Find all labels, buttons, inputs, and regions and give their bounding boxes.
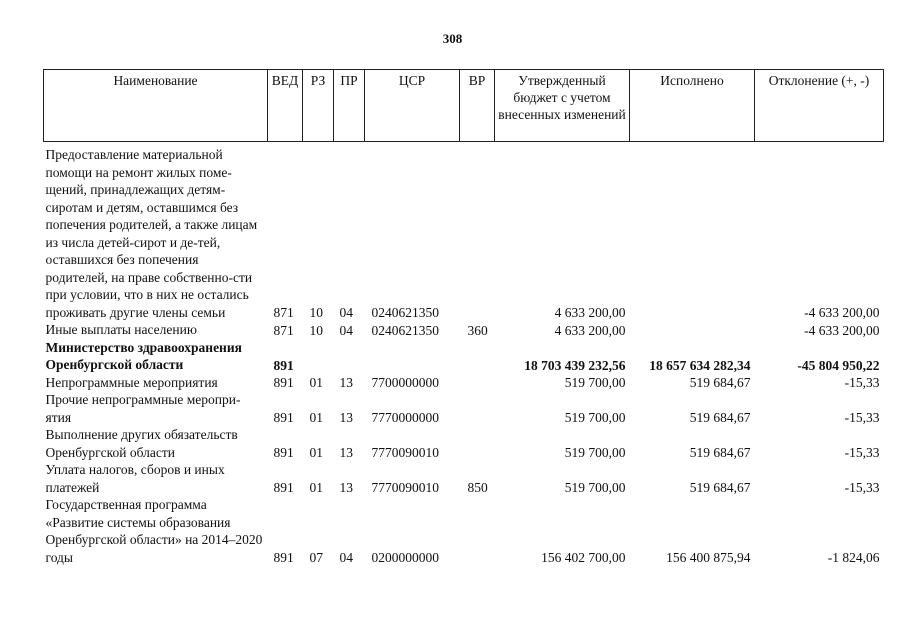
cell-deviation: -15,33: [844, 410, 880, 425]
page-number: 308: [442, 31, 463, 46]
cell-deviation: -4 633 200,00: [804, 305, 880, 320]
cell-pr: 04: [339, 550, 353, 565]
cell-deviation: -45 804 950,22: [797, 357, 880, 373]
table-row: [44, 321, 884, 339]
cell-ved: 891: [273, 375, 294, 390]
cell-name: Непрограммные мероприятия: [45, 374, 218, 390]
cell-pr: 13: [339, 445, 353, 460]
cell-csr: 0200000000: [371, 550, 439, 565]
cell-deviation: -15,33: [844, 480, 880, 495]
cell-ved: 871: [273, 305, 294, 320]
cell-rz: 01: [309, 445, 323, 460]
table-row: [44, 461, 884, 496]
cell-pr: 04: [339, 305, 353, 320]
cell-name: Государственная программа «Развитие системы образования Оренбургской области» на 2014–2020 годы: [45, 497, 263, 565]
cell-rz: 10: [309, 305, 323, 320]
header-executed: Исполнено: [630, 70, 755, 142]
cell-executed: 519 684,67: [689, 445, 751, 460]
cell-budget: 18 703 439 232,56: [524, 357, 626, 373]
cell-vr: [460, 391, 495, 426]
cell-vr: 850: [467, 480, 488, 495]
table-header: [44, 70, 884, 142]
cell-budget: 519 700,00: [564, 480, 626, 495]
cell-budget: 156 402 700,00: [541, 550, 626, 565]
header-ved: ВЕД: [268, 70, 303, 142]
cell-csr: 7770090010: [371, 445, 439, 460]
cell-executed: [630, 142, 755, 322]
cell-deviation: -15,33: [844, 375, 880, 390]
cell-ved: 891: [273, 550, 294, 565]
cell-deviation: -15,33: [844, 445, 880, 460]
cell-executed: 519 684,67: [689, 375, 751, 390]
cell-rz: 01: [309, 480, 323, 495]
table-body: [44, 142, 884, 567]
cell-budget: 4 633 200,00: [554, 322, 626, 338]
header-name: Наименование: [44, 70, 268, 142]
cell-ved: 871: [273, 322, 294, 338]
cell-ved: 891: [273, 480, 294, 495]
cell-pr: 13: [339, 480, 353, 495]
cell-budget: 4 633 200,00: [554, 305, 626, 320]
cell-pr: 13: [339, 410, 353, 425]
table-row: [44, 339, 884, 374]
cell-budget: 519 700,00: [564, 410, 626, 425]
budget-execution-table: [43, 69, 884, 566]
header-deviation: Отклонение (+, -): [755, 70, 884, 142]
table-row: [44, 142, 884, 322]
cell-ved: 891: [273, 410, 294, 425]
cell-pr: 04: [339, 322, 353, 338]
cell-csr: 7770090010: [371, 480, 439, 495]
cell-rz: 07: [309, 550, 323, 565]
cell-pr: 13: [339, 375, 353, 390]
header-vr: ВР: [460, 70, 495, 142]
cell-name: Иные выплаты населению: [45, 322, 197, 337]
cell-vr: [460, 339, 495, 374]
cell-executed: 156 400 875,94: [666, 550, 751, 565]
cell-name: Предоставление материальной помощи на ремонт жилых поме-щений, принадлежащих детям-сиротам и детям, оставшимся без попечения родителей, а также лицам из числа детей-сирот и де-тей, оставшихся без попечения родителей, на праве собственно-сти при условии, что в них не остались проживать другие члены семьи: [45, 147, 258, 320]
cell-vr: [460, 426, 495, 461]
cell-ved: 891: [273, 445, 294, 460]
cell-csr: 7700000000: [371, 375, 439, 390]
cell-executed: 18 657 634 282,34: [649, 357, 751, 373]
header-pr: ПР: [334, 70, 365, 142]
cell-csr: 0240621350: [371, 322, 439, 338]
cell-rz: 10: [309, 322, 323, 338]
cell-budget: 519 700,00: [564, 445, 626, 460]
cell-ved: 891: [273, 357, 294, 373]
cell-name: Уплата налогов, сборов и иных платежей: [45, 462, 225, 495]
cell-executed: [630, 321, 755, 339]
cell-deviation: -1 824,06: [827, 550, 880, 565]
cell-vr: [460, 496, 495, 566]
cell-csr: 7770000000: [371, 410, 439, 425]
table-row: [44, 391, 884, 426]
header-budget: Утвержденный бюджет с учетом внесенных изменений: [495, 70, 630, 142]
cell-vr: 360: [467, 322, 488, 338]
cell-deviation: -4 633 200,00: [804, 322, 880, 338]
cell-csr: 0240621350: [371, 305, 439, 320]
cell-vr: [460, 374, 495, 392]
cell-name: Прочие непрограммные меропри-ятия: [45, 392, 241, 425]
cell-executed: 519 684,67: [689, 410, 751, 425]
cell-rz: [303, 339, 334, 374]
table-row: [44, 374, 884, 392]
table-row: [44, 426, 884, 461]
cell-budget: 519 700,00: [564, 375, 626, 390]
cell-rz: 01: [309, 410, 323, 425]
cell-vr: [460, 142, 495, 322]
header-csr: ЦСР: [365, 70, 460, 142]
table-row: [44, 496, 884, 566]
header-rz: РЗ: [303, 70, 334, 142]
cell-rz: 01: [309, 375, 323, 390]
cell-name: Министерство здравоохранения Оренбургской области: [45, 339, 242, 372]
cell-executed: 519 684,67: [689, 480, 751, 495]
cell-pr: [334, 339, 365, 374]
cell-name: Выполнение других обязательств Оренбургской области: [45, 427, 238, 460]
cell-csr: [365, 339, 460, 374]
